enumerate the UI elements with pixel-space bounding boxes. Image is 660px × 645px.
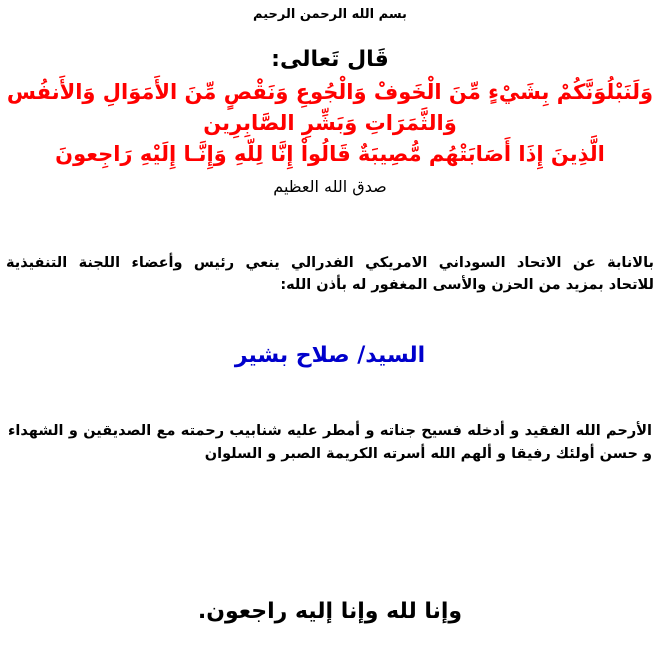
prayer-paragraph — [0, 420, 660, 466]
announcement-paragraph — [0, 252, 660, 296]
deceased-name: السيد/ صلاح بشير — [234, 343, 426, 368]
prayer-line: الأرحم الله الفقيد و أدخله فسيح جناته و أمطر عليه شنابيب رحمته مع الصديقين و الشهداء — [8, 423, 652, 439]
qala-taala-heading: قَال تَعالى: — [271, 47, 389, 72]
basmala-text: بسم الله الرحمن الرحيم — [253, 7, 407, 22]
sadaqa-allah-text: صدق الله العظيم — [273, 177, 387, 196]
quran-verse-block — [0, 77, 660, 170]
quran-verse-line: وَالثَّمَرَاتِ وَبَشِّرِ الصَّابِرِين — [203, 111, 457, 135]
announcement-line: بالانابة عن الاتحاد السوداني الامريكي الفدرالي ينعي رئيس وأعضاء اللجنة التنفيذية — [6, 255, 654, 271]
istirjaa-closing-text: وإنا لله وإنا إليه راجعون. — [197, 599, 463, 624]
quran-verse-line: وَلَنَبْلُوَنَّكُمْ بِشَيْءٍ مِّنَ الْخَوفْ وَالْجُوعِ وَنَقْصٍ مِّنَ الأَمَوَالِ وَالأَنفُس — [6, 80, 654, 104]
prayer-line: و حسن أولئك رفيقا و ألهم الله أسرته الكريمة الصبر و السلوان — [204, 446, 652, 462]
quran-verse-line: الَّذِينَ إِذَا أَصَابَتْهُم مُّصِيبَةٌ قَالُواْ إِنَّا لِلّهِ وَإِنَّـا إِلَيْهِ رَاجِعونَ — [55, 142, 605, 166]
announcement-line: للاتحاد بمزيد من الحزن والأسى المغفور له بأذن الله: — [280, 277, 654, 293]
